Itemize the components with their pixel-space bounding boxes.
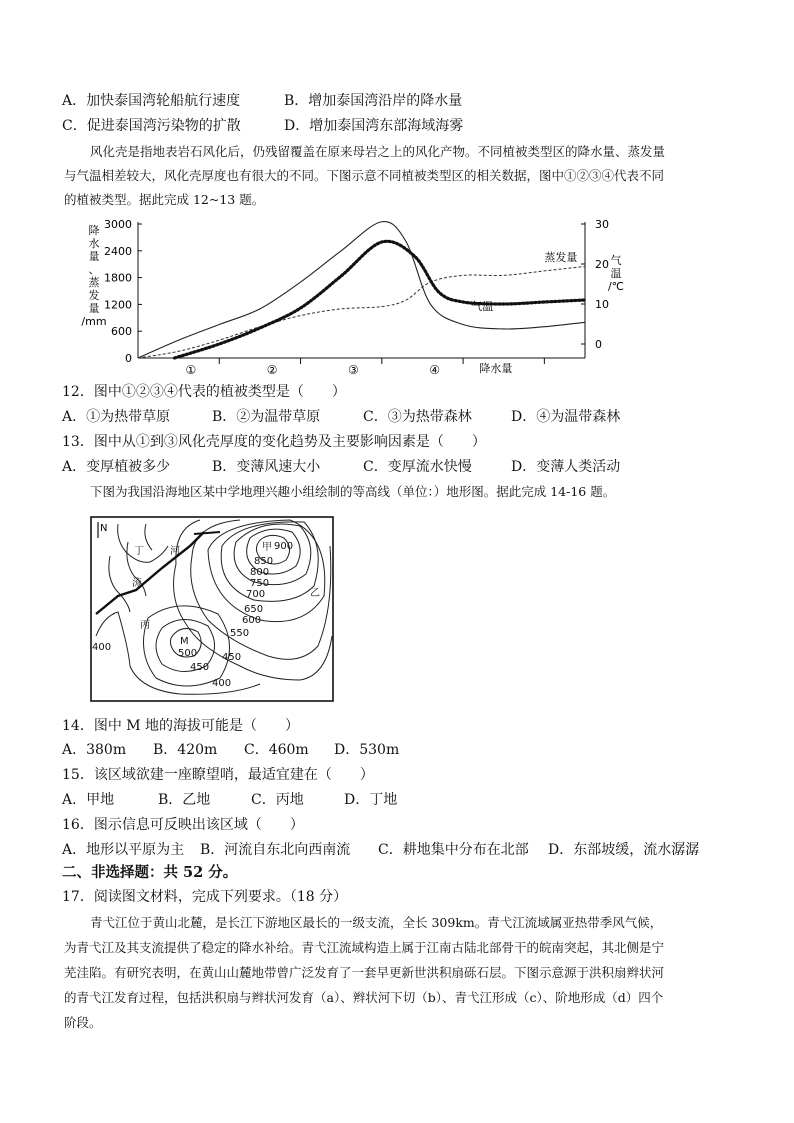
left-axis-label-char: 、 <box>88 263 100 276</box>
right-tick-label: 10 <box>595 298 609 311</box>
contour-label-650: 650 <box>244 604 264 615</box>
series-label: 降水量 <box>479 361 513 375</box>
left-axis-label-char: /mm <box>81 315 107 328</box>
place-ding: 丁 <box>134 546 144 557</box>
place-bing: 丙 <box>140 620 150 631</box>
q13-option-d: D．变薄人类活动 <box>511 459 621 475</box>
left-axis-label-char: 量 <box>88 250 100 263</box>
passage-1-line-3: 的植被类型。据此完成 12~13 题。 <box>64 192 265 207</box>
series-label: 气温 <box>471 300 494 313</box>
q13-stem: 13．图中从①到③风化壳厚度的变化趋势及主要影响因素是（ ） <box>62 434 486 450</box>
contour-label-400-west: 400 <box>92 642 112 653</box>
q12-option-c: C．③为热带森林 <box>363 409 472 425</box>
contour-label-800: 800 <box>250 567 270 578</box>
right-tick-label: 0 <box>595 338 602 351</box>
q14-option-a: A．380m <box>62 742 127 758</box>
section-heading: 二、非选择题：共 52 分。 <box>62 864 238 881</box>
q16-option-a: A．地形以平原为主 <box>62 842 185 858</box>
series-label: 蒸发量 <box>544 250 578 264</box>
left-tick-label: 600 <box>111 325 132 339</box>
q15-option-a: A．甲地 <box>62 792 115 808</box>
series-line-dashed <box>138 266 585 358</box>
q13-option-b: B．变薄风速大小 <box>212 459 321 475</box>
x-category-label: ④ <box>429 363 441 377</box>
place-m: M <box>180 636 189 647</box>
right-axis-label-char: /℃ <box>607 280 625 293</box>
river-char-liu: 流 <box>132 578 142 589</box>
q14-option-b: B．420m <box>153 742 218 758</box>
q16-stem: 16．图示信息可反映出该区域（ ） <box>62 817 304 833</box>
q11-option-a: A．加快泰国湾轮船航行速度 <box>62 93 241 109</box>
left-axis-label-char: 发 <box>88 289 100 302</box>
series-lines <box>138 222 585 358</box>
x-category-label: ② <box>266 363 278 377</box>
q11-option-b: B．增加泰国湾沿岸的降水量 <box>284 93 463 109</box>
series-line-solid <box>138 222 585 358</box>
q13-option-c: C．变厚流水快慢 <box>363 459 472 475</box>
contour-label-600: 600 <box>242 615 262 626</box>
q16-option-b: B．河流自东北向西南流 <box>200 842 351 858</box>
series-line-dotted <box>175 241 585 358</box>
right-axis-label-char: 温 <box>610 267 622 280</box>
right-axis-label <box>608 253 624 293</box>
q15-option-c: C．丙地 <box>251 792 304 808</box>
contour-label-900: 900 <box>274 541 294 552</box>
north-label: N <box>100 523 108 534</box>
right-tick-label: 20 <box>595 258 609 271</box>
contour-label-450: 450 <box>190 662 210 673</box>
contour-label-850: 850 <box>254 556 274 567</box>
q12-option-b: B．②为温带草原 <box>212 409 321 425</box>
right-tick-label: 30 <box>595 218 609 231</box>
climate-chart <box>80 212 625 377</box>
q14-stem: 14．图中 M 地的海拔可能是（ ） <box>62 718 300 734</box>
contour-map <box>90 516 334 702</box>
right-axis <box>581 218 609 358</box>
x-category-label: ③ <box>347 363 359 377</box>
x-axis <box>138 358 585 377</box>
q12-option-a: A．①为热带草原 <box>62 409 171 425</box>
q17-line-1: 青弋江位于黄山北麓，是长江下游地区最长的一级支流，全长 309km。青弋江流域属亚热带季风气候， <box>90 915 663 930</box>
q17-line-4: 的青弋江发育过程，包括洪积扇与辫状河发育（a）、辫状河下切（b）、青弋江形成（c）、阶地形成（d）四个 <box>64 990 664 1005</box>
left-tick-label: 2400 <box>104 244 132 258</box>
q15-option-d: D．丁地 <box>344 792 398 808</box>
contour-label-450-inner: 500 <box>178 648 198 659</box>
passage-2: 下图为我国沿海地区某中学地理兴趣小组绘制的等高线（单位：）地形图。据此完成 14-16 题。 <box>90 484 616 499</box>
contour-label-550: 550 <box>230 628 250 639</box>
q14-option-c: C．460m <box>244 742 309 758</box>
left-axis-label-char: 降 <box>88 224 100 237</box>
q17-line-3: 芜洼陷。有研究表明，在黄山山麓地带曾广泛发育了一套早更新世洪积扇砾石层。下图示意源于洪积扇辫状河 <box>64 965 665 980</box>
q17-line-5: 阶段。 <box>64 1015 102 1030</box>
q14-option-d: D．530m <box>334 742 400 758</box>
q16-option-d: D．东部坡缓，流水潺潺 <box>548 842 700 858</box>
left-tick-label: 0 <box>125 352 132 365</box>
place-yi: 乙 <box>310 588 320 599</box>
contour-label-750: 750 <box>250 578 270 589</box>
river-char-he: 河 <box>170 546 180 557</box>
left-axis-label-char: 量 <box>88 302 100 315</box>
q12-stem: 12．图中①②③④代表的植被类型是（ ） <box>62 384 346 400</box>
q17-stem: 17．阅读图文材料，完成下列要求。（18 分） <box>62 889 348 905</box>
q11-option-c: C．促进泰国湾污染物的扩散 <box>62 118 241 134</box>
right-axis-label-char: 气 <box>610 254 622 267</box>
left-axis-label-char: 蒸 <box>88 276 100 289</box>
x-category-label: ① <box>185 363 197 377</box>
q13-option-a: A．变厚植被多少 <box>62 459 171 475</box>
left-axis-label <box>81 223 106 328</box>
q15-option-b: B．乙地 <box>158 792 211 808</box>
q17-line-2: 为青弋江及其支流提供了稳定的降水补给。青弋江流域构造上属于江南古陆北部骨干的皖南突起，其北侧是宁 <box>64 940 665 955</box>
left-tick-label: 3000 <box>104 218 132 231</box>
q15-stem: 15．该区域欲建一座瞭望哨，最适宜建在（ ） <box>62 767 374 783</box>
passage-1-line-1: 风化壳是指地表岩石风化后，仍残留覆盖在原来母岩之上的风化产物。不同植被类型区的降水量、蒸发量 <box>90 144 666 159</box>
q12-option-d: D．④为温带森林 <box>511 409 621 425</box>
left-tick-label: 1800 <box>104 271 132 285</box>
q11-option-d: D．增加泰国湾东部海域海雾 <box>284 118 464 134</box>
left-axis-label-char: 水 <box>88 237 100 250</box>
contour-label-400-south: 400 <box>212 678 232 689</box>
place-jia: 甲 <box>262 542 272 553</box>
q16-option-c: C．耕地集中分布在北部 <box>378 842 529 858</box>
contour-label-700: 700 <box>246 589 266 600</box>
contour-label-500: 450 <box>222 652 242 663</box>
left-tick-label: 1200 <box>104 298 132 312</box>
left-axis <box>104 218 142 365</box>
passage-1-line-2: 与气温相差较大，风化壳厚度也有很大的不同。下图示意不同植被类型区的相关数据，图中①②③④代表不同 <box>64 168 665 183</box>
